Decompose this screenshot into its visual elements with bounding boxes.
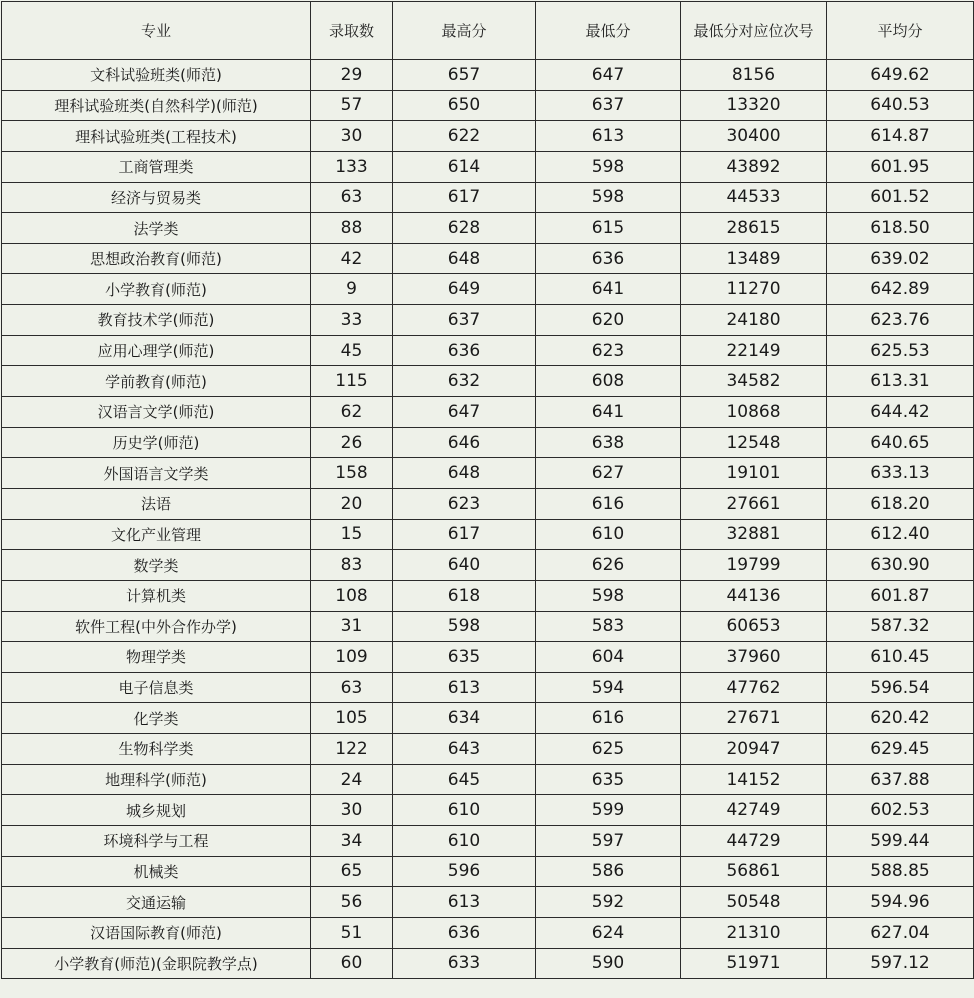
admitted-count-cell: 57 [311,90,393,121]
major-cell: 环境科学与工程 [2,826,311,857]
admitted-count-cell: 31 [311,611,393,642]
table-row [2,734,974,765]
major-cell: 法语 [2,488,311,519]
table-row [2,519,974,550]
major-cell: 理科试验班类(工程技术) [2,121,311,152]
admitted-count-cell: 9 [311,274,393,305]
max-score-cell: 617 [393,182,536,213]
average-score-cell: 644.42 [827,397,974,428]
min-score-cell: 647 [536,60,681,91]
table-row [2,611,974,642]
min-score-cell: 599 [536,795,681,826]
admitted-count-cell: 158 [311,458,393,489]
max-score-cell: 622 [393,121,536,152]
major-cell: 法学类 [2,213,311,244]
average-score-cell: 620.42 [827,703,974,734]
header-min-score-rank: 最低分对应位次号 [681,2,827,60]
max-score-cell: 637 [393,305,536,336]
min-score-rank-cell: 47762 [681,672,827,703]
max-score-cell: 598 [393,611,536,642]
admitted-count-cell: 45 [311,335,393,366]
admitted-count-cell: 83 [311,550,393,581]
average-score-cell: 594.96 [827,887,974,918]
min-score-cell: 598 [536,151,681,182]
average-score-cell: 596.54 [827,672,974,703]
table-row [2,580,974,611]
admitted-count-cell: 133 [311,151,393,182]
min-score-rank-cell: 12548 [681,427,827,458]
average-score-cell: 597.12 [827,948,974,979]
average-score-cell: 637.88 [827,764,974,795]
major-cell: 城乡规划 [2,795,311,826]
min-score-cell: 635 [536,764,681,795]
min-score-rank-cell: 27661 [681,488,827,519]
header-row [2,2,974,60]
max-score-cell: 623 [393,488,536,519]
table-row [2,642,974,673]
major-cell: 外国语言文学类 [2,458,311,489]
min-score-rank-cell: 42749 [681,795,827,826]
average-score-cell: 587.32 [827,611,974,642]
average-score-cell: 588.85 [827,856,974,887]
admitted-count-cell: 42 [311,243,393,274]
min-score-cell: 586 [536,856,681,887]
major-cell: 文科试验班类(师范) [2,60,311,91]
min-score-rank-cell: 11270 [681,274,827,305]
average-score-cell: 623.76 [827,305,974,336]
table-row [2,274,974,305]
table-row [2,397,974,428]
table-row [2,90,974,121]
max-score-cell: 645 [393,764,536,795]
max-score-cell: 617 [393,519,536,550]
min-score-rank-cell: 10868 [681,397,827,428]
min-score-cell: 623 [536,335,681,366]
average-score-cell: 614.87 [827,121,974,152]
table-row [2,243,974,274]
admitted-count-cell: 108 [311,580,393,611]
max-score-cell: 647 [393,397,536,428]
table-header [2,2,974,60]
major-cell: 应用心理学(师范) [2,335,311,366]
major-cell: 历史学(师范) [2,427,311,458]
average-score-cell: 618.20 [827,488,974,519]
table-row [2,60,974,91]
min-score-rank-cell: 19101 [681,458,827,489]
min-score-cell: 641 [536,397,681,428]
admitted-count-cell: 63 [311,672,393,703]
min-score-cell: 597 [536,826,681,857]
min-score-cell: 624 [536,917,681,948]
major-cell: 计算机类 [2,580,311,611]
max-score-cell: 648 [393,243,536,274]
max-score-cell: 636 [393,917,536,948]
average-score-cell: 639.02 [827,243,974,274]
average-score-cell: 612.40 [827,519,974,550]
min-score-cell: 641 [536,274,681,305]
admitted-count-cell: 29 [311,60,393,91]
min-score-cell: 627 [536,458,681,489]
major-cell: 小学教育(师范) [2,274,311,305]
average-score-cell: 610.45 [827,642,974,673]
table-row [2,795,974,826]
min-score-rank-cell: 8156 [681,60,827,91]
admitted-count-cell: 115 [311,366,393,397]
major-cell: 软件工程(中外合作办学) [2,611,311,642]
min-score-rank-cell: 60653 [681,611,827,642]
max-score-cell: 635 [393,642,536,673]
max-score-cell: 640 [393,550,536,581]
table-row [2,672,974,703]
min-score-rank-cell: 34582 [681,366,827,397]
major-cell: 电子信息类 [2,672,311,703]
major-cell: 工商管理类 [2,151,311,182]
admitted-count-cell: 20 [311,488,393,519]
max-score-cell: 618 [393,580,536,611]
min-score-rank-cell: 24180 [681,305,827,336]
header-max-score: 最高分 [393,2,536,60]
major-cell: 教育技术学(师范) [2,305,311,336]
major-cell: 化学类 [2,703,311,734]
max-score-cell: 634 [393,703,536,734]
average-score-cell: 601.87 [827,580,974,611]
admitted-count-cell: 51 [311,917,393,948]
max-score-cell: 613 [393,672,536,703]
admitted-count-cell: 30 [311,795,393,826]
max-score-cell: 633 [393,948,536,979]
header-admitted-count: 录取数 [311,2,393,60]
min-score-rank-cell: 27671 [681,703,827,734]
major-cell: 汉语国际教育(师范) [2,917,311,948]
admitted-count-cell: 109 [311,642,393,673]
admitted-count-cell: 62 [311,397,393,428]
major-cell: 学前教育(师范) [2,366,311,397]
min-score-rank-cell: 22149 [681,335,827,366]
max-score-cell: 636 [393,335,536,366]
average-score-cell: 625.53 [827,335,974,366]
max-score-cell: 628 [393,213,536,244]
max-score-cell: 650 [393,90,536,121]
max-score-cell: 649 [393,274,536,305]
min-score-rank-cell: 51971 [681,948,827,979]
average-score-cell: 630.90 [827,550,974,581]
min-score-cell: 625 [536,734,681,765]
table-row [2,887,974,918]
min-score-rank-cell: 37960 [681,642,827,673]
table-row [2,826,974,857]
table-row [2,703,974,734]
admitted-count-cell: 122 [311,734,393,765]
major-cell: 数学类 [2,550,311,581]
max-score-cell: 657 [393,60,536,91]
table-row [2,917,974,948]
admitted-count-cell: 56 [311,887,393,918]
major-cell: 小学教育(师范)(金职院教学点) [2,948,311,979]
min-score-cell: 608 [536,366,681,397]
major-cell: 思想政治教育(师范) [2,243,311,274]
min-score-cell: 636 [536,243,681,274]
average-score-cell: 599.44 [827,826,974,857]
header-major: 专业 [2,2,311,60]
major-cell: 地理科学(师范) [2,764,311,795]
table-row [2,182,974,213]
min-score-cell: 598 [536,182,681,213]
table-row [2,335,974,366]
min-score-cell: 598 [536,580,681,611]
table-row [2,856,974,887]
min-score-rank-cell: 56861 [681,856,827,887]
average-score-cell: 601.52 [827,182,974,213]
min-score-rank-cell: 30400 [681,121,827,152]
average-score-cell: 640.65 [827,427,974,458]
admitted-count-cell: 24 [311,764,393,795]
max-score-cell: 610 [393,795,536,826]
max-score-cell: 596 [393,856,536,887]
admitted-count-cell: 60 [311,948,393,979]
min-score-rank-cell: 14152 [681,764,827,795]
min-score-cell: 613 [536,121,681,152]
max-score-cell: 614 [393,151,536,182]
min-score-cell: 637 [536,90,681,121]
min-score-cell: 604 [536,642,681,673]
header-average-score: 平均分 [827,2,974,60]
min-score-rank-cell: 28615 [681,213,827,244]
table-row [2,458,974,489]
min-score-cell: 616 [536,488,681,519]
table-row [2,948,974,979]
min-score-cell: 590 [536,948,681,979]
admitted-count-cell: 15 [311,519,393,550]
average-score-cell: 640.53 [827,90,974,121]
major-cell: 机械类 [2,856,311,887]
max-score-cell: 613 [393,887,536,918]
admitted-count-cell: 63 [311,182,393,213]
max-score-cell: 632 [393,366,536,397]
admitted-count-cell: 30 [311,121,393,152]
average-score-cell: 642.89 [827,274,974,305]
major-cell: 文化产业管理 [2,519,311,550]
admission-score-table [1,1,974,979]
admitted-count-cell: 34 [311,826,393,857]
major-cell: 汉语言文学(师范) [2,397,311,428]
average-score-cell: 629.45 [827,734,974,765]
min-score-rank-cell: 21310 [681,917,827,948]
min-score-rank-cell: 19799 [681,550,827,581]
min-score-cell: 626 [536,550,681,581]
table-row [2,550,974,581]
average-score-cell: 633.13 [827,458,974,489]
major-cell: 生物科学类 [2,734,311,765]
min-score-rank-cell: 43892 [681,151,827,182]
average-score-cell: 602.53 [827,795,974,826]
average-score-cell: 649.62 [827,60,974,91]
major-cell: 物理学类 [2,642,311,673]
admitted-count-cell: 26 [311,427,393,458]
average-score-cell: 601.95 [827,151,974,182]
admitted-count-cell: 33 [311,305,393,336]
average-score-cell: 627.04 [827,917,974,948]
major-cell: 理科试验班类(自然科学)(师范) [2,90,311,121]
min-score-cell: 583 [536,611,681,642]
major-cell: 交通运输 [2,887,311,918]
table-row [2,764,974,795]
min-score-cell: 620 [536,305,681,336]
min-score-rank-cell: 13489 [681,243,827,274]
max-score-cell: 646 [393,427,536,458]
admitted-count-cell: 88 [311,213,393,244]
min-score-rank-cell: 44533 [681,182,827,213]
min-score-rank-cell: 44136 [681,580,827,611]
max-score-cell: 648 [393,458,536,489]
min-score-cell: 615 [536,213,681,244]
max-score-cell: 610 [393,826,536,857]
table-row [2,427,974,458]
max-score-cell: 643 [393,734,536,765]
table-row [2,213,974,244]
min-score-cell: 616 [536,703,681,734]
table-row [2,121,974,152]
admitted-count-cell: 65 [311,856,393,887]
major-cell: 经济与贸易类 [2,182,311,213]
average-score-cell: 618.50 [827,213,974,244]
min-score-rank-cell: 13320 [681,90,827,121]
min-score-cell: 594 [536,672,681,703]
min-score-rank-cell: 20947 [681,734,827,765]
min-score-cell: 592 [536,887,681,918]
table-row [2,151,974,182]
admitted-count-cell: 105 [311,703,393,734]
average-score-cell: 613.31 [827,366,974,397]
table-row [2,305,974,336]
min-score-rank-cell: 44729 [681,826,827,857]
min-score-rank-cell: 32881 [681,519,827,550]
min-score-cell: 638 [536,427,681,458]
min-score-cell: 610 [536,519,681,550]
min-score-rank-cell: 50548 [681,887,827,918]
table-body [2,60,974,979]
header-min-score: 最低分 [536,2,681,60]
table-row [2,488,974,519]
table-row [2,366,974,397]
